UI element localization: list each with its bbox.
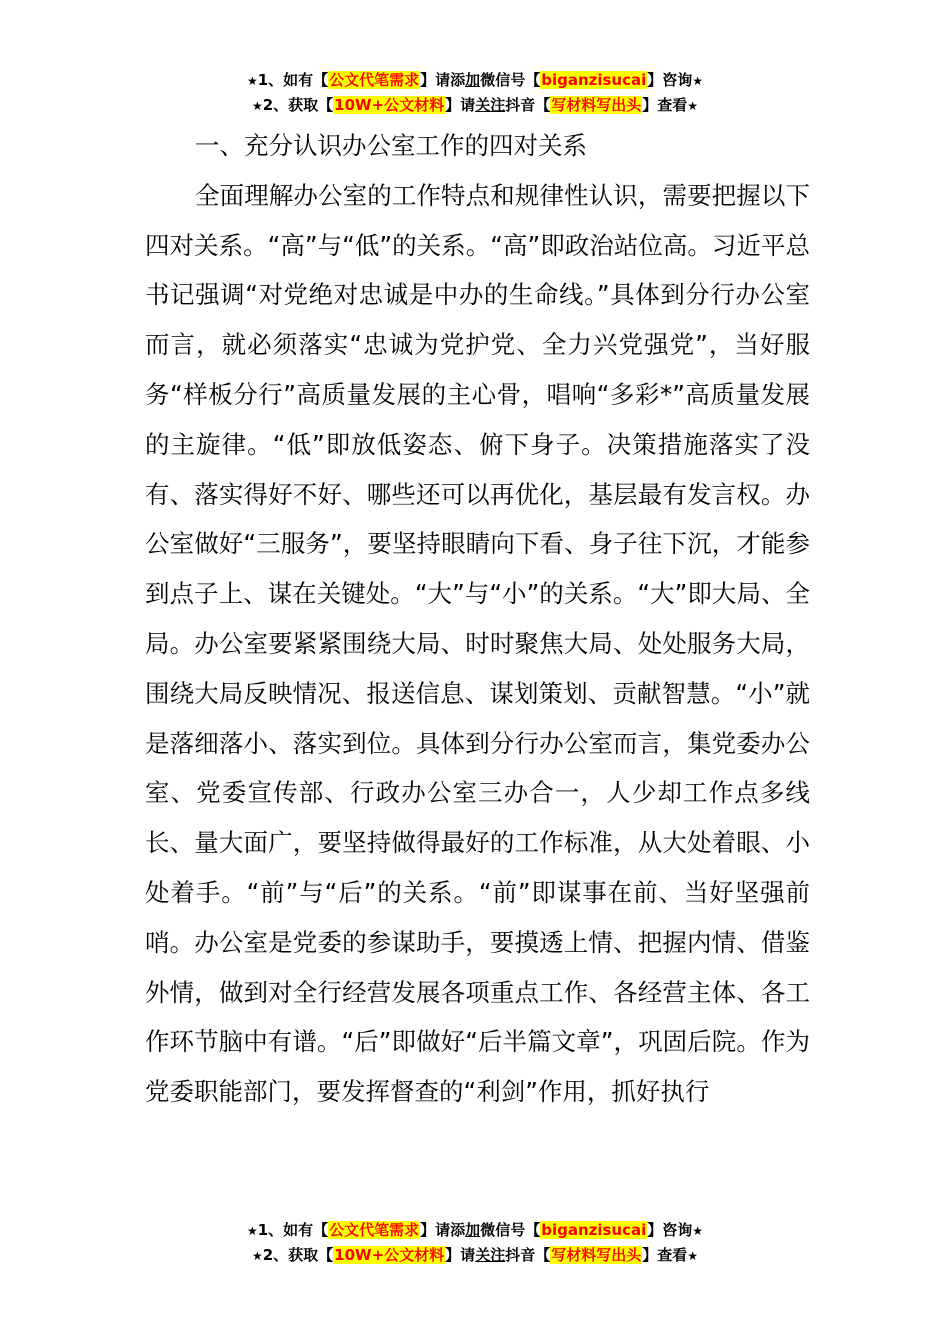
underlined-text: 加 <box>465 1221 481 1239</box>
banner-text: 微信号【 <box>480 1221 541 1239</box>
banner-text: 】咨询 <box>647 71 693 89</box>
banner-text: 抖音【 <box>505 1246 551 1264</box>
banner-text: 2、获取【 <box>262 1246 334 1264</box>
banner-text: 】请添 <box>420 71 466 89</box>
document-body <box>145 121 810 1117</box>
banner-text: 】查看 <box>642 1246 688 1264</box>
banner-text: 】请 <box>445 1246 476 1264</box>
underlined-text: 关注 <box>475 96 506 114</box>
banner-text: 】请添 <box>420 1221 466 1239</box>
banner-text: 微信号【 <box>480 71 541 89</box>
highlight-douyin: 写材料写出头 <box>551 1246 642 1264</box>
star-icon: ★ <box>251 99 263 113</box>
highlight-wechat-id: biganzisucai <box>541 1221 647 1239</box>
highlight-douyin: 写材料写出头 <box>551 96 642 114</box>
footer-banner <box>0 1218 950 1268</box>
highlight-service: 公文代笔需求 <box>329 71 420 89</box>
banner-text: 2、获取【 <box>262 96 334 114</box>
banner-line-1 <box>0 1218 950 1243</box>
banner-text: 1、如有【 <box>257 71 329 89</box>
banner-text: 】请 <box>445 96 476 114</box>
star-icon: ★ <box>687 99 699 113</box>
banner-text: 抖音【 <box>505 96 551 114</box>
highlight-wechat-id: biganzisucai <box>541 71 647 89</box>
banner-line-1 <box>0 68 950 93</box>
star-icon: ★ <box>692 1224 704 1238</box>
star-icon: ★ <box>246 1224 258 1238</box>
highlight-service: 公文代笔需求 <box>329 1221 420 1239</box>
header-banner <box>0 68 950 118</box>
underlined-text: 加 <box>465 71 481 89</box>
banner-text: 】查看 <box>642 96 688 114</box>
section-heading: 一、充分认识办公室工作的四对关系 <box>195 131 587 160</box>
highlight-materials: 10W+公文材料 <box>334 1246 445 1264</box>
banner-line-2 <box>0 1243 950 1268</box>
star-icon: ★ <box>692 74 704 88</box>
banner-text: 】咨询 <box>647 1221 693 1239</box>
banner-text: 1、如有【 <box>257 1221 329 1239</box>
star-icon: ★ <box>687 1249 699 1263</box>
highlight-materials: 10W+公文材料 <box>334 96 445 114</box>
banner-line-2 <box>0 93 950 118</box>
underlined-text: 关注 <box>475 1246 506 1264</box>
star-icon: ★ <box>251 1249 263 1263</box>
star-icon: ★ <box>246 74 258 88</box>
body-paragraph: 全面理解办公室的工作特点和规律性认识，需要把握以下四对关系。“高”与“低”的关系。“高”即政治站位高。习近平总书记强调“对党绝对忠诚是中办的生命线。”具体到分行办公室而言，就必须落实“忠诚为党护党、全力兴党强党”，当好服务“样板分行”高质量发展的主心骨，唱响“多彩*”高质量发展的主旋律。“低”即放低姿态、俯下身子。决策措施落实了没有、落实得好不好、哪些还可以再优化，基层最有发言权。办公室做好“三服务”，要坚持眼睛向下看、身子往下沉，才能参到点子上、谋在关键处。“大”与“小”的关系。“大”即大局、全局。办公室要紧紧围绕大局、时时聚焦大局、处处服务大局，围绕大局反映情况、报送信息、谋划策划、贡献智慧。“小”就是落细落小、落实到位。具体到分行办公室而言，集党委办公室、党委宣传部、行政办公室三办合一，人少却工作点多线长、量大面广，要坚持做得最好的工作标准，从大处着眼、小处着手。“前”与“后”的关系。“前”即谋事在前、当好坚强前哨。办公室是党委的参谋助手，要摸透上情、把握内情、借鉴外情，做到对全行经营发展各项重点工作、各经营主体、各工作环节脑中有谱。“后”即做好“后半篇文章”，巩固后院。作为党委职能部门，要发挥督查的“利剑”作用，抓好执行 <box>145 180 810 1107</box>
